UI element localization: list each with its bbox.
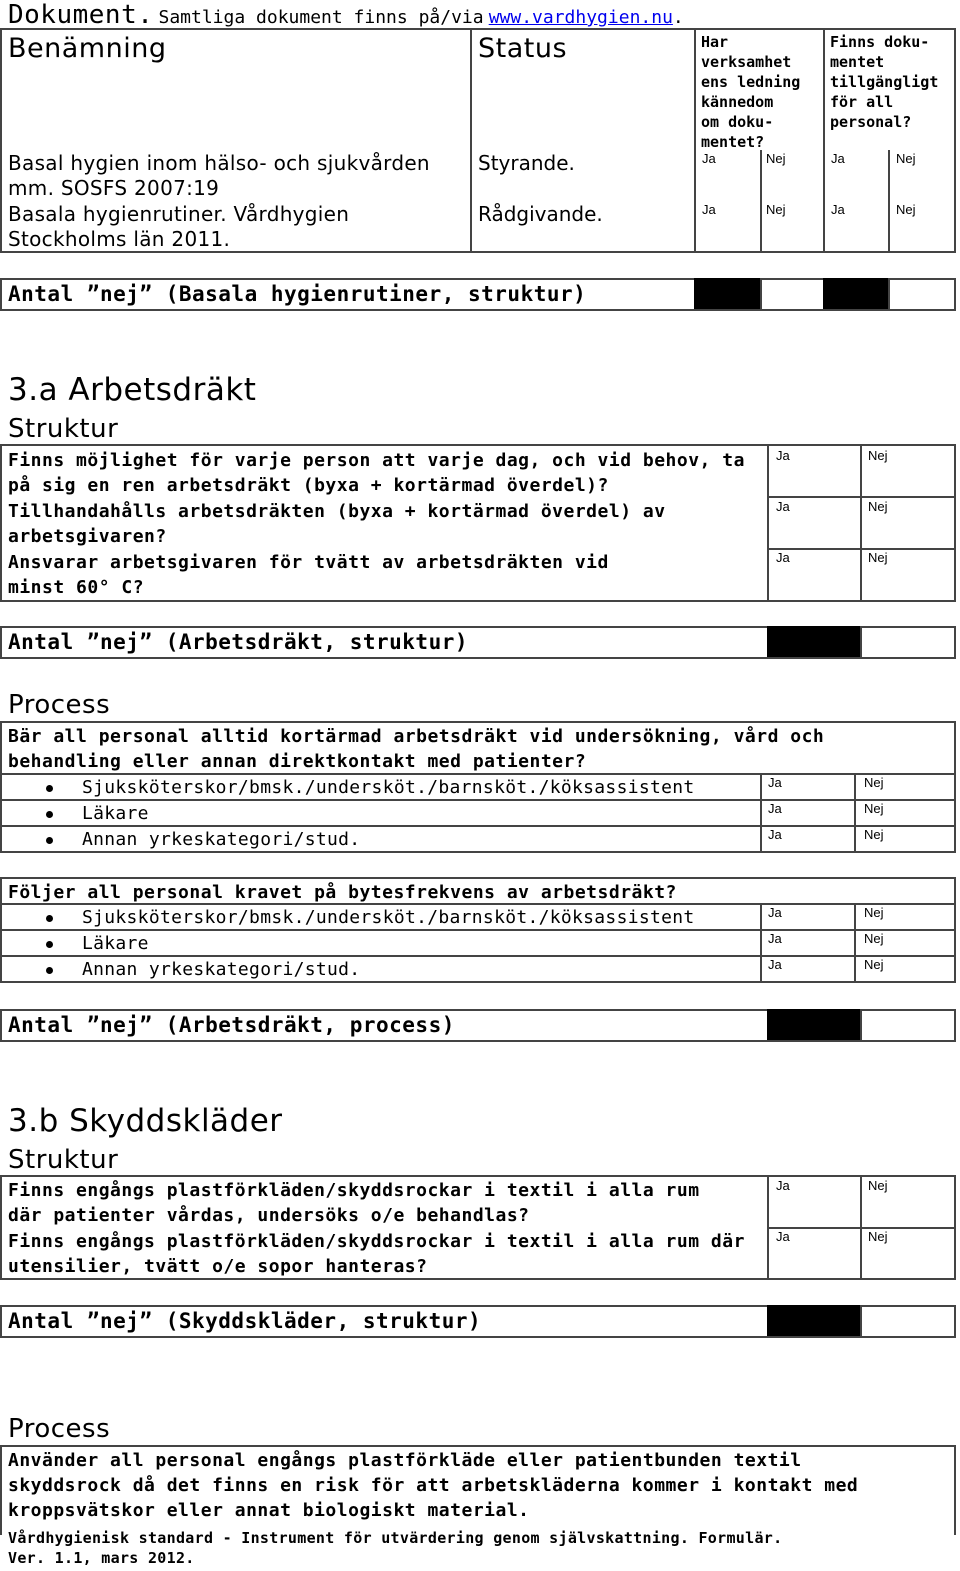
yes-option[interactable]: Ja [776,499,790,514]
section-b-process-heading: Process [8,1414,111,1444]
yes-option[interactable]: Ja [776,1229,790,1244]
no-option[interactable]: Nej [864,775,884,790]
no-count-cell[interactable] [767,1305,860,1336]
no-option[interactable]: Nej [864,931,884,946]
yes-option[interactable]: Ja [776,550,790,565]
doc-row-name: Basal hygien inom hälso- och sjukvården mm. SOSFS 2007:19 [8,151,430,200]
col-name-header: Benämning [8,33,167,64]
yes-option[interactable]: Ja [768,801,782,816]
doc-row-name: Basala hygienrutiner. Vårdhygien Stockholms län 2011. [8,202,350,251]
known-yes-option[interactable]: Ja [702,151,716,166]
process-question: Använder all personal engångs plastförkläde eller patientbunden textil skyddsrock då det finns en risk för att arbetskläderna kommer i kontakt med kroppsvätskor eller annat biologiskt material. [8,1450,859,1521]
section-a-process-heading: Process [8,690,111,720]
no-option[interactable]: Nej [864,957,884,972]
col-access-header: Finns doku- mentet tillgängligt för all personal? [830,33,939,131]
staff-category: Sjuksköterskor/bmsk./undersköt./barnsköt./köksassistent [82,777,695,798]
bullet-icon [46,811,53,818]
process-question: Bär all personal alltid kortärmad arbetsdräkt vid undersökning, vård och behandling eller annan direktkontakt med patienter? [8,726,825,772]
no-count-cell[interactable] [767,626,860,657]
no-option[interactable]: Nej [864,827,884,842]
yes-option[interactable]: Ja [768,957,782,972]
process-question: Följer all personal kravet på bytesfrekvens av arbetsdräkt? [8,882,677,903]
footer-line: Vårdhygienisk standard - Instrument för utvärdering genom självskattning. Formulär. [8,1529,783,1547]
known-no-count-cell[interactable] [694,278,760,309]
no-option[interactable]: Nej [864,905,884,920]
col-status-header: Status [478,33,568,64]
struktur-question: Finns möjlighet för varje person att varje dag, och vid behov, ta på sig en ren arbetsdräkt (byxa + kortärmad överdel)? [8,450,745,496]
doc-row-status: Rådgivande. [478,202,603,226]
struktur-question: Tillhandahålls arbetsdräkten (byxa + kortärmad överdel) av arbetsgivaren? [8,501,666,547]
header-period: . [672,7,684,28]
section-a-title: 3.a Arbetsdräkt [8,372,257,408]
bullet-icon [46,785,53,792]
no-option[interactable]: Nej [868,499,888,514]
no-option[interactable]: Nej [864,801,884,816]
summary-label: Antal ”nej” (Skyddskläder, struktur) [8,1309,482,1333]
known-yes-option[interactable]: Ja [702,202,716,217]
no-count-cell[interactable] [767,1009,860,1040]
page-footer [8,1528,782,1568]
page-title: Dokument. [8,0,154,30]
doc-summary-label: Antal ”nej” (Basala hygienrutiner, struktur) [8,282,587,306]
no-option[interactable]: Nej [868,448,888,463]
no-option[interactable]: Nej [868,1229,888,1244]
struktur-question: Ansvarar arbetsgivaren för tvätt av arbetsdräkten vid minst 60° C? [8,552,609,598]
staff-category: Annan yrkeskategori/stud. [82,829,361,850]
access-no-option[interactable]: Nej [896,151,916,166]
no-option[interactable]: Nej [868,550,888,565]
access-yes-option[interactable]: Ja [831,151,845,166]
no-option[interactable]: Nej [868,1178,888,1193]
yes-option[interactable]: Ja [768,775,782,790]
yes-option[interactable]: Ja [768,905,782,920]
page-header [8,0,684,30]
struktur-question: Finns engångs plastförkläden/skyddsrockar i textil i alla rum där utensilier, tvätt o/e sopor hanteras? [8,1231,745,1277]
struktur-question: Finns engångs plastförkläden/skyddsrockar i textil i alla rum där patienter vårdas, undersöks o/e behandlas? [8,1180,700,1226]
yes-option[interactable]: Ja [768,827,782,842]
header-subtitle: Samtliga dokument finns på/via [158,7,484,28]
bullet-icon [46,837,53,844]
summary-label: Antal ”nej” (Arbetsdräkt, struktur) [8,630,469,654]
known-no-option[interactable]: Nej [766,202,786,217]
yes-option[interactable]: Ja [768,931,782,946]
staff-category: Sjuksköterskor/bmsk./undersköt./barnsköt./köksassistent [82,907,695,928]
staff-category: Annan yrkeskategori/stud. [82,959,361,980]
yes-option[interactable]: Ja [776,1178,790,1193]
access-no-count-cell[interactable] [823,278,889,309]
known-no-option[interactable]: Nej [766,151,786,166]
section-b-title: 3.b Skyddskläder [8,1103,283,1139]
doc-row-status: Styrande. [478,151,575,175]
bullet-icon [46,941,53,948]
yes-option[interactable]: Ja [776,448,790,463]
section-b-struktur-heading: Struktur [8,1145,119,1175]
access-yes-option[interactable]: Ja [831,202,845,217]
staff-category: Läkare [82,933,149,954]
bullet-icon [46,967,53,974]
section-a-struktur-heading: Struktur [8,414,119,444]
staff-category: Läkare [82,803,149,824]
bullet-icon [46,915,53,922]
access-no-option[interactable]: Nej [896,202,916,217]
summary-label: Antal ”nej” (Arbetsdräkt, process) [8,1013,455,1037]
col-known-header: Har verksamhet ens ledning kännedom om doku- mentet? [701,33,801,151]
footer-line: Ver. 1.1, mars 2012. [8,1549,195,1567]
vardhygien-link[interactable]: www.vardhygien.nu [488,7,673,28]
